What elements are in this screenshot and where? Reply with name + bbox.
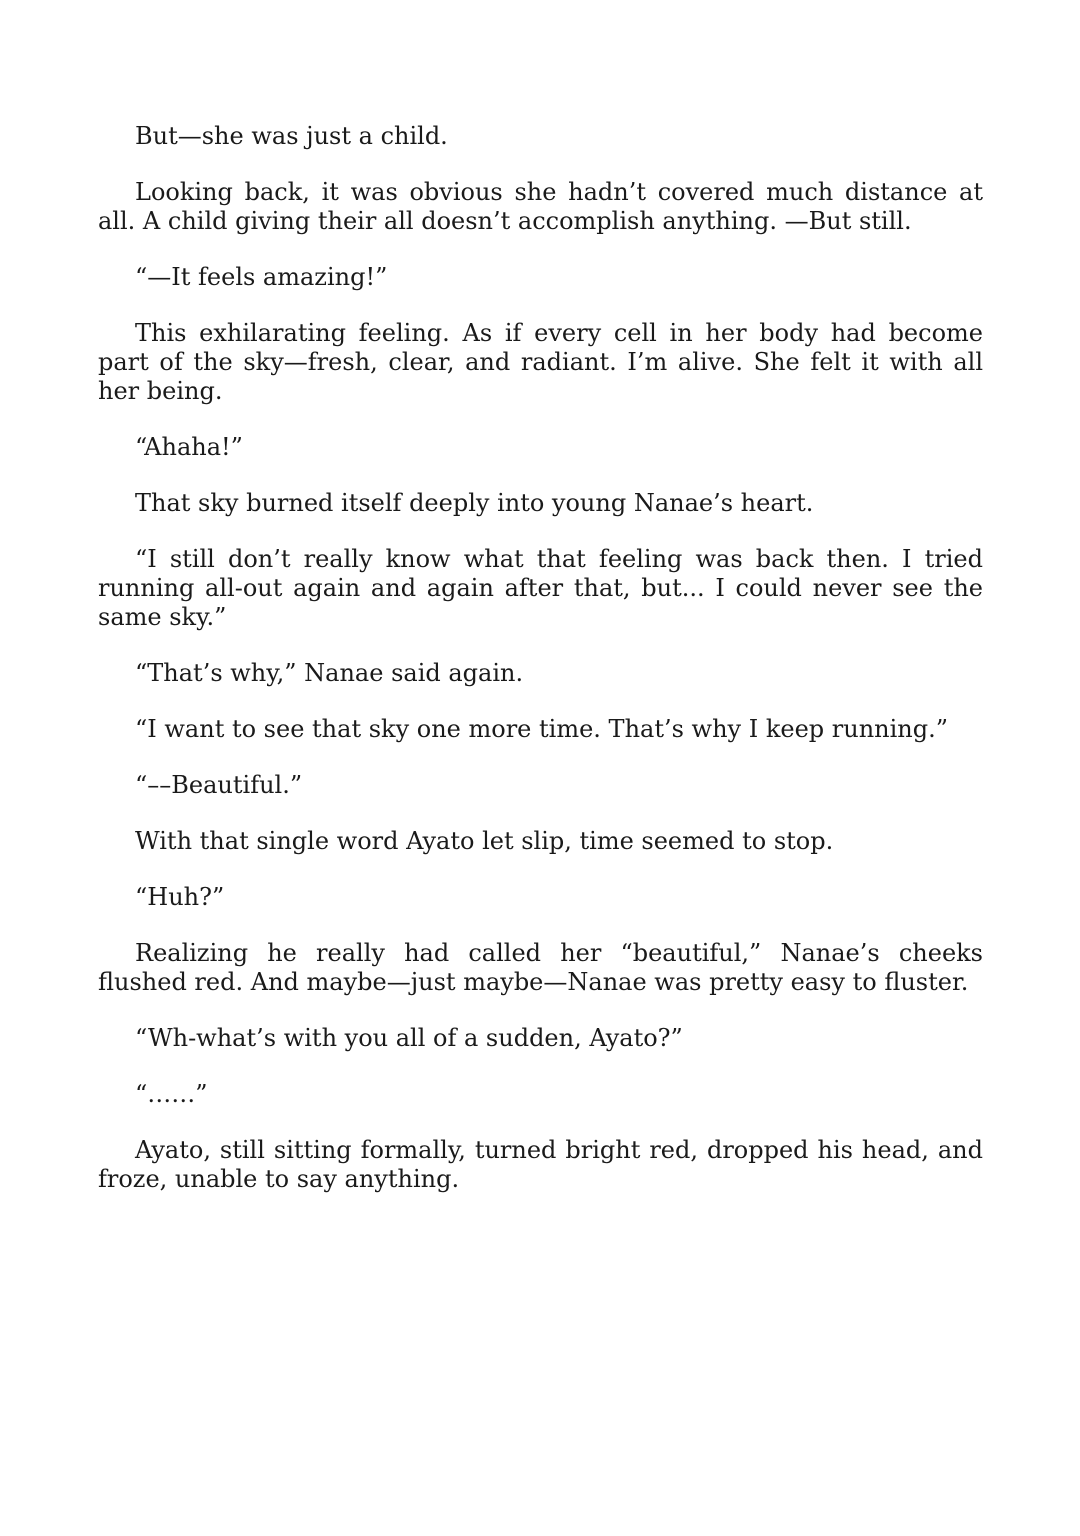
paragraph: “––Beautiful.”	[135, 771, 303, 799]
paragraph: With that single word Ayato let slip, time seemed to stop.	[135, 827, 834, 855]
paragraph: “Huh?”	[135, 883, 225, 911]
paragraph: “I still don’t really know what that feeling was back then. I tried running all-out again and again after that, but... I could never see the same sky.”	[98, 545, 983, 631]
paragraph: Realizing he really had called her “beautiful,” Nanae’s cheeks flushed red. And maybe—just maybe—Nanae was pretty easy to fluster.	[98, 939, 983, 996]
paragraph: “Wh-what’s with you all of a sudden, Ayato?”	[135, 1024, 683, 1052]
paragraph: But—she was just a child.	[135, 122, 448, 150]
paragraph: “Ahaha!”	[135, 433, 243, 461]
paragraph: “I want to see that sky one more time. That’s why I keep running.”	[135, 715, 949, 743]
paragraph: Looking back, it was obvious she hadn’t covered much distance at all. A child giving their all doesn’t accomplish anything. —But still.	[98, 178, 983, 235]
paragraph: “That’s why,” Nanae said again.	[135, 659, 524, 687]
document-page	[98, 122, 983, 1221]
paragraph: This exhilarating feeling. As if every cell in her body had become part of the sky—fresh, clear, and radiant. I’m alive. She felt it with all her being.	[98, 319, 983, 405]
paragraph: That sky burned itself deeply into young Nanae’s heart.	[135, 489, 814, 517]
paragraph: “—It feels amazing!”	[135, 263, 388, 291]
paragraph: “……”	[135, 1080, 208, 1108]
paragraph: Ayato, still sitting formally, turned bright red, dropped his head, and froze, unable to say anything.	[98, 1136, 983, 1193]
